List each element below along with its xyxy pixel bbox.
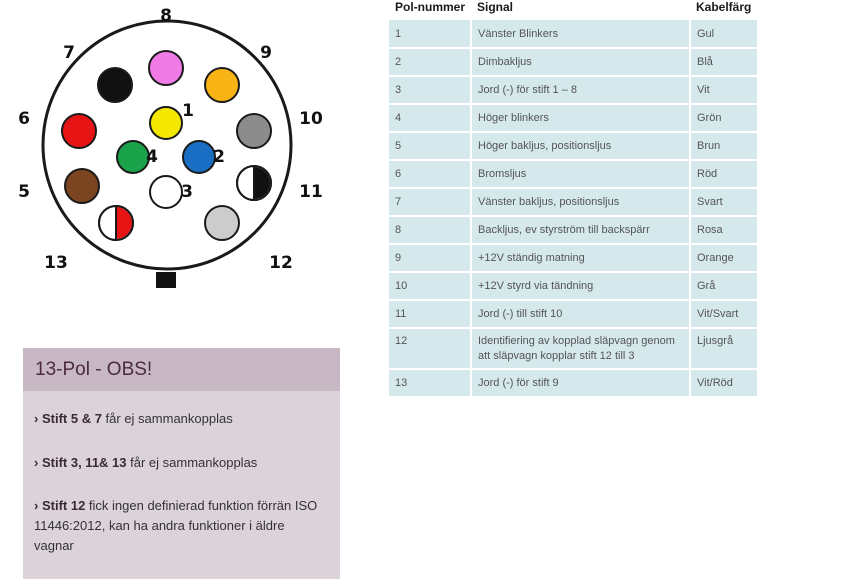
cable-color-swatch xyxy=(758,216,825,244)
cell-kabelfarg: Röd xyxy=(690,160,758,188)
pin-3-circle xyxy=(150,176,182,208)
pin-2-circle xyxy=(183,141,215,173)
pin-number-label: 11 xyxy=(299,182,323,202)
cell-signal: Vänster bakljus, positionsljus xyxy=(471,188,690,216)
connector-diagram xyxy=(0,0,345,300)
cell-signal: Jord (-) för stift 9 xyxy=(471,369,690,397)
table-row xyxy=(389,160,825,188)
cell-signal: Backljus, ev styrström till backspärr xyxy=(471,216,690,244)
pin-number-label: 10 xyxy=(299,109,323,129)
obs-title: 13-Pol - OBS! xyxy=(23,348,340,391)
pin-8 xyxy=(149,51,183,85)
table-row xyxy=(389,216,825,244)
pin-7 xyxy=(98,68,132,102)
obs-item-2 xyxy=(34,453,324,473)
cell-signal: +12V styrd via tändning xyxy=(471,272,690,300)
connector-key-notch xyxy=(156,272,176,288)
cell-signal: Höger bakljus, positionsljus xyxy=(471,132,690,160)
cable-color-swatch xyxy=(758,104,825,132)
cable-color-swatch xyxy=(758,244,825,272)
cell-kabelfarg: Vit/Röd xyxy=(690,369,758,397)
pin-4-circle xyxy=(117,141,149,173)
pin-number-label: 9 xyxy=(260,43,272,63)
obs-item-1 xyxy=(34,409,324,429)
pin-10 xyxy=(237,114,271,148)
header-swatch xyxy=(758,0,825,20)
header-kabelfarg: Kabelfärg xyxy=(696,0,752,14)
cell-kabelfarg: Vit/Svart xyxy=(690,300,758,328)
cell-pol: 5 xyxy=(389,132,471,160)
obs-item-3-text: fick ingen definierad funktion förrän ISO 11446:2012, kan ha andra funktioner i äldre vagnar xyxy=(34,498,318,553)
cell-signal: Jord (-) för stift 1 – 8 xyxy=(471,76,690,104)
obs-item-3-bold: Stift 12 xyxy=(41,498,86,513)
pin-12 xyxy=(205,206,239,240)
pin-11 xyxy=(237,166,271,200)
cell-pol: 11 xyxy=(389,300,471,328)
chevron-right-icon: › xyxy=(34,498,39,513)
table-header-row xyxy=(389,0,825,20)
pin-4 xyxy=(117,141,149,173)
cable-color-swatch xyxy=(758,300,825,328)
cell-pol: 2 xyxy=(389,48,471,76)
obs-item-1-text: får ej sammankopplas xyxy=(101,411,233,426)
cell-signal: +12V ständig matning xyxy=(471,244,690,272)
obs-item-1-bold: Stift 5 & 7 xyxy=(41,411,102,426)
cable-color-swatch xyxy=(758,369,825,397)
cable-color-swatch xyxy=(758,20,825,48)
cell-kabelfarg: Ljusgrå xyxy=(690,328,758,369)
table-row xyxy=(389,104,825,132)
header-signal: Signal xyxy=(477,0,514,14)
cell-kabelfarg: Brun xyxy=(690,132,758,160)
cable-color-swatch xyxy=(758,48,825,76)
pin-number-label: 4 xyxy=(146,147,158,167)
pin-8-circle xyxy=(149,51,183,85)
pin-number-label: 13 xyxy=(44,253,68,273)
pin-1 xyxy=(150,107,182,139)
table-row xyxy=(389,300,825,328)
cell-kabelfarg: Vit xyxy=(690,76,758,104)
pin-10-circle xyxy=(237,114,271,148)
cell-pol: 8 xyxy=(389,216,471,244)
cell-signal: Dimbakljus xyxy=(471,48,690,76)
cell-pol: 3 xyxy=(389,76,471,104)
cable-color-swatch xyxy=(758,188,825,216)
chevron-right-icon: › xyxy=(34,411,39,426)
header-pol-nummer: Pol-nummer xyxy=(395,0,466,14)
pin-number-label: 1 xyxy=(182,101,194,121)
cable-color-swatch xyxy=(758,160,825,188)
table-row xyxy=(389,369,825,397)
pin-6-circle xyxy=(62,114,96,148)
cell-signal: Jord (-) till stift 10 xyxy=(471,300,690,328)
table-row xyxy=(389,48,825,76)
cell-pol: 7 xyxy=(389,188,471,216)
pin-9 xyxy=(205,68,239,102)
cable-color-swatch xyxy=(758,328,825,369)
cable-color-swatch xyxy=(758,272,825,300)
cell-pol: 6 xyxy=(389,160,471,188)
cable-color-swatch xyxy=(758,76,825,104)
table-row xyxy=(389,328,825,369)
cell-kabelfarg: Blå xyxy=(690,48,758,76)
cable-color-swatch xyxy=(758,132,825,160)
pin-2 xyxy=(183,141,215,173)
cell-pol: 13 xyxy=(389,369,471,397)
pin-3 xyxy=(150,176,182,208)
obs-item-2-bold: Stift 3, 11& 13 xyxy=(41,455,127,470)
pin-number-label: 6 xyxy=(18,109,30,129)
table-row xyxy=(389,188,825,216)
pin-number-label: 2 xyxy=(213,147,225,167)
pin-number-label: 5 xyxy=(18,182,30,202)
cell-pol: 12 xyxy=(389,328,471,369)
pin-9-circle xyxy=(205,68,239,102)
pin-number-label: 3 xyxy=(181,182,193,202)
cell-kabelfarg: Orange xyxy=(690,244,758,272)
cell-pol: 10 xyxy=(389,272,471,300)
pin-number-label: 12 xyxy=(269,253,293,273)
cell-kabelfarg: Gul xyxy=(690,20,758,48)
pin-12-circle xyxy=(205,206,239,240)
pin-6 xyxy=(62,114,96,148)
obs-item-3 xyxy=(34,496,324,556)
pin-number-label: 8 xyxy=(160,6,172,26)
obs-notice-box xyxy=(23,348,340,579)
pin-5 xyxy=(65,169,99,203)
cell-pol: 4 xyxy=(389,104,471,132)
cell-kabelfarg: Rosa xyxy=(690,216,758,244)
pin-13 xyxy=(99,206,133,240)
pin-1-circle xyxy=(150,107,182,139)
pin-5-circle xyxy=(65,169,99,203)
cell-kabelfarg: Grön xyxy=(690,104,758,132)
cell-signal: Bromsljus xyxy=(471,160,690,188)
cell-pol: 1 xyxy=(389,20,471,48)
table-row xyxy=(389,20,825,48)
table-row xyxy=(389,244,825,272)
chevron-right-icon: › xyxy=(34,455,39,470)
pin-7-circle xyxy=(98,68,132,102)
obs-item-2-text: får ej sammankopplas xyxy=(126,455,258,470)
cell-signal: Vänster Blinkers xyxy=(471,20,690,48)
pin-number-label: 7 xyxy=(63,43,75,63)
pin-table xyxy=(389,0,825,398)
cell-kabelfarg: Grå xyxy=(690,272,758,300)
cell-signal: Höger blinkers xyxy=(471,104,690,132)
table-row xyxy=(389,272,825,300)
table-row xyxy=(389,76,825,104)
cell-kabelfarg: Svart xyxy=(690,188,758,216)
table-row xyxy=(389,132,825,160)
cell-pol: 9 xyxy=(389,244,471,272)
cell-signal: Identifiering av kopplad släpvagn genom att släpvagn kopplar stift 12 till 3 xyxy=(471,328,690,369)
